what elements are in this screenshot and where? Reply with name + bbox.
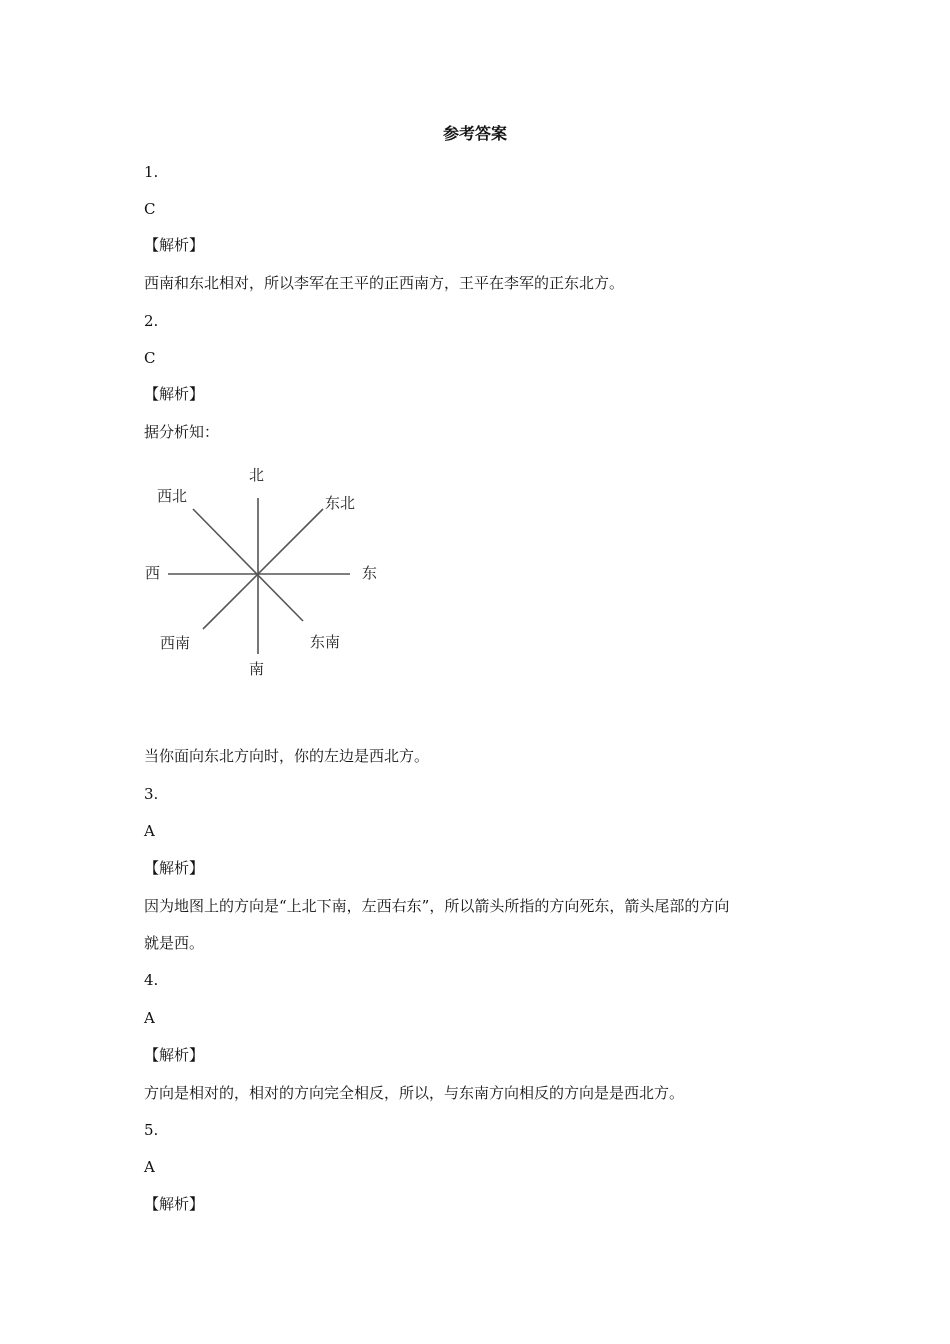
label-northwest: 西北 <box>157 487 188 505</box>
q2-answer: C <box>144 349 156 367</box>
label-south: 南 <box>249 660 265 678</box>
q4-answer: A <box>144 1009 155 1027</box>
q5-answer: A <box>144 1158 155 1176</box>
q1-analysis-tag: 【解析】 <box>144 236 205 254</box>
q1-answer: C <box>144 200 156 218</box>
label-northeast: 东北 <box>325 494 356 512</box>
q2-analysis-tag: 【解析】 <box>144 385 205 403</box>
q3-number: 3. <box>144 785 159 803</box>
q3-answer: A <box>144 822 155 840</box>
label-north: 北 <box>249 466 265 484</box>
label-southwest: 西南 <box>160 634 191 652</box>
q2-analysis-intro: 据分析知： <box>144 423 220 441</box>
page-title: 参考答案 <box>442 124 507 143</box>
q2-analysis: 当你面向东北方向时，你的左边是西北方。 <box>144 747 430 765</box>
q5-analysis-tag: 【解析】 <box>144 1195 205 1213</box>
label-west: 西 <box>145 564 161 582</box>
q1-number: 1. <box>144 163 159 181</box>
northeast-southwest-line <box>203 509 323 629</box>
northwest-southeast-line <box>193 509 303 621</box>
q4-number: 4. <box>144 971 159 989</box>
q1-analysis: 西南和东北相对，所以李军在王平的正西南方，王平在李军的正东北方。 <box>144 274 625 292</box>
compass-diagram <box>140 458 400 688</box>
label-east: 东 <box>362 564 378 582</box>
q5-number: 5. <box>144 1121 159 1139</box>
q4-analysis-tag: 【解析】 <box>144 1046 205 1064</box>
q2-number: 2. <box>144 312 159 330</box>
q3-analysis-line2: 就是西。 <box>144 934 205 952</box>
q3-analysis-tag: 【解析】 <box>144 859 205 877</box>
q3-analysis-line1: 因为地图上的方向是“上北下南，左西右东”，所以箭头所指的方向死东，箭头尾部的方向 <box>144 897 730 915</box>
label-southeast: 东南 <box>310 633 341 651</box>
q4-analysis: 方向是相对的，相对的方向完全相反，所以，与东南方向相反的方向是是西北方。 <box>144 1084 685 1102</box>
